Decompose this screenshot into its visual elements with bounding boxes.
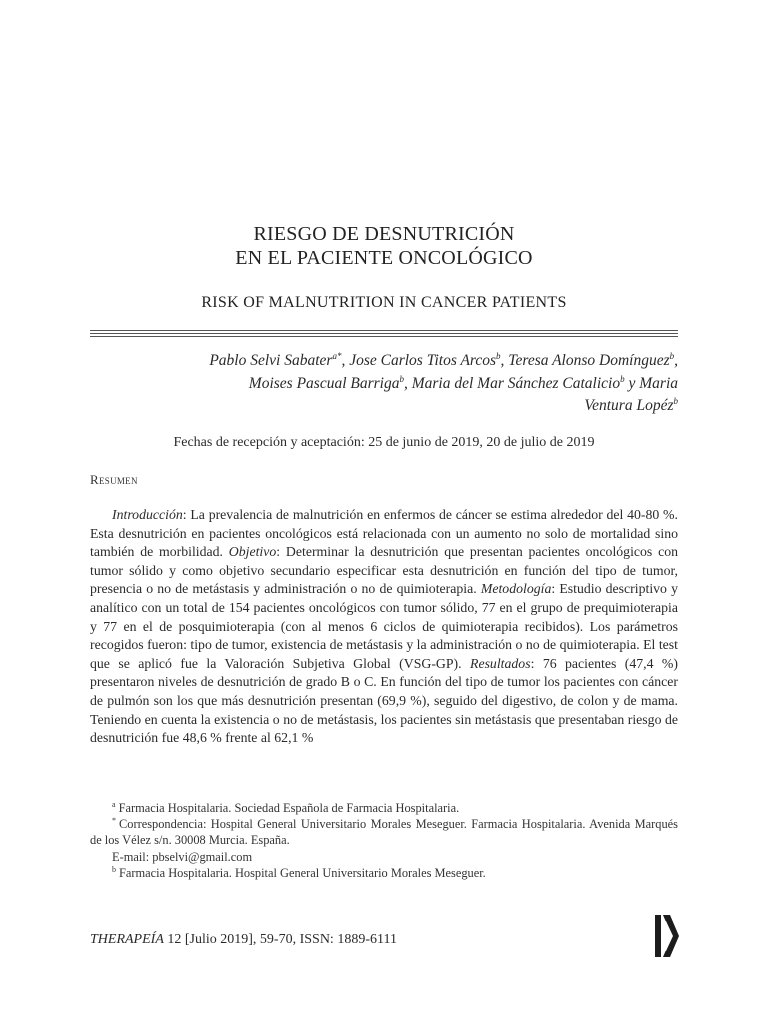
footnote-text: Farmacia Hospitalaria. Sociedad Española de Farmacia Hospitalaria.: [118, 801, 460, 815]
abstract-label: Metodología: [480, 581, 552, 597]
divider-rule-top: [90, 330, 678, 331]
author-name-part: Ventura Lopéz: [584, 397, 674, 414]
footnote-b: [90, 865, 678, 881]
author-affiliation: a*: [332, 350, 342, 361]
journal-citation: 12 [Julio 2019], 59-70, ISSN: 1889-6111: [163, 932, 397, 947]
article-title: [90, 222, 678, 270]
journal-name: THERAPEÍA: [90, 932, 164, 947]
author-list: Pablo Selvi Sabater$^{a*}$, Jose Carlos Titos Arcos$^b$, Teresa Alonso Domínguez$^b$, Moises Pascual Barriga$^b$, Maria del Mar Sánchez Catalicio$^b$ y Maria Ventura Lopéz$^b$: [209, 350, 678, 414]
author-name: Pablo Selvi Sabater: [209, 352, 333, 369]
abstract-label: Introducción: [112, 507, 183, 522]
abstract-text: : La prevalencia de malnutrición en enfermos de cáncer se estima alrededor del 40-80 %. Esta desnutrición en pacientes oncológicos está relacionada con un aumento no solo de mortalidad sino también de morbilidad.: [90, 507, 678, 560]
journal-chevron-logo-icon: [654, 913, 680, 959]
author-affiliation: b: [496, 350, 501, 361]
abstract-text: : 76 pacientes (47,4 %) presentaron niveles de desnutrición de grado B o C. En función del tipo de tumor los pacientes con cáncer de pulmón son los que más desnutrición presentan (69,9 %), seguido del digestivo, de colon y de mama. Teniendo en cuenta la existencia o no de metástasis, los pacientes sin metástasis que presentaban riesgo de desnutrición fue 48,6 % frente al 62,1 %: [90, 655, 678, 746]
author-name-part: Maria: [639, 374, 678, 392]
author-name: Jose Carlos Titos Arcos: [349, 352, 497, 369]
divider-rule-middle: [90, 333, 678, 334]
footnotes: [90, 800, 678, 881]
english-title: RISK OF MALNUTRITION IN CANCER PATIENTS: [201, 294, 567, 311]
abstract-text: : Estudio descriptivo y analítico con un total de 154 pacientes oncológicos con tumor sólido, 77 en el grupo de prequimioterapia y 77 en el de posquimioterapia (con al menos 6 ciclos de quimioterapia recibidos). Los parámetros recogidos fueron: tipo de tumor, existencia de metástasis y la administración o no de quimioterapia. El test que se aplicó fue la Valoración Subjetiva Global (VSG-GP).: [90, 581, 679, 671]
author-affiliation: b: [620, 373, 625, 384]
author-affiliation: b: [669, 350, 675, 361]
footnote-marker: b: [112, 864, 116, 874]
author-affiliation: b: [673, 395, 678, 406]
abstract-label: Resultados: [470, 655, 531, 671]
journal-footer: [90, 932, 397, 948]
author-affiliation: b: [399, 373, 404, 384]
footnote-email: E-mail: pbselvi@gmail.com: [112, 849, 253, 864]
title-line-2: EN EL PACIENTE ONCOLÓGICO: [235, 247, 533, 269]
author-name: Teresa Alonso Domínguez: [508, 352, 670, 369]
abstract-paragraph: [90, 506, 678, 748]
footnote-correspondence: [90, 816, 678, 848]
footnote-marker: *: [112, 816, 116, 826]
footnote-marker: a: [112, 799, 116, 809]
section-heading: Resumen: [90, 472, 138, 487]
divider-rule-bottom: [90, 336, 678, 337]
abstract-text: : Determinar la desnutrición que presentan pacientes oncológicos con tumor sólido y como objetivo secundario especificar esta desnutrición en función del tipo de tumor, presencia o no de metástasis y administración o no de quimioterapia.: [90, 544, 678, 597]
footnote-text: Farmacia Hospitalaria. Hospital General Universitario Morales Meseguer.: [119, 865, 486, 880]
author-conjunction: y: [628, 374, 636, 392]
title-line-1: RIESGO DE DESNUTRICIÓN: [253, 223, 515, 245]
author-name: Maria del Mar Sánchez Catalicio: [411, 374, 621, 392]
author-name: Moises Pascual Barriga: [248, 374, 400, 392]
footnote-text: Correspondencia: Hospital General Universitario Morales Meseguer. Farmacia Hospitalaria. Avenida Marqués de los Vélez s/n. 30008 Murcia. España.: [90, 817, 678, 848]
abstract-label: Objetivo: [228, 544, 277, 560]
reception-dates: Fechas de recepción y aceptación: 25 de junio de 2019, 20 de julio de 2019: [173, 435, 595, 450]
footnote-a: [90, 800, 678, 816]
